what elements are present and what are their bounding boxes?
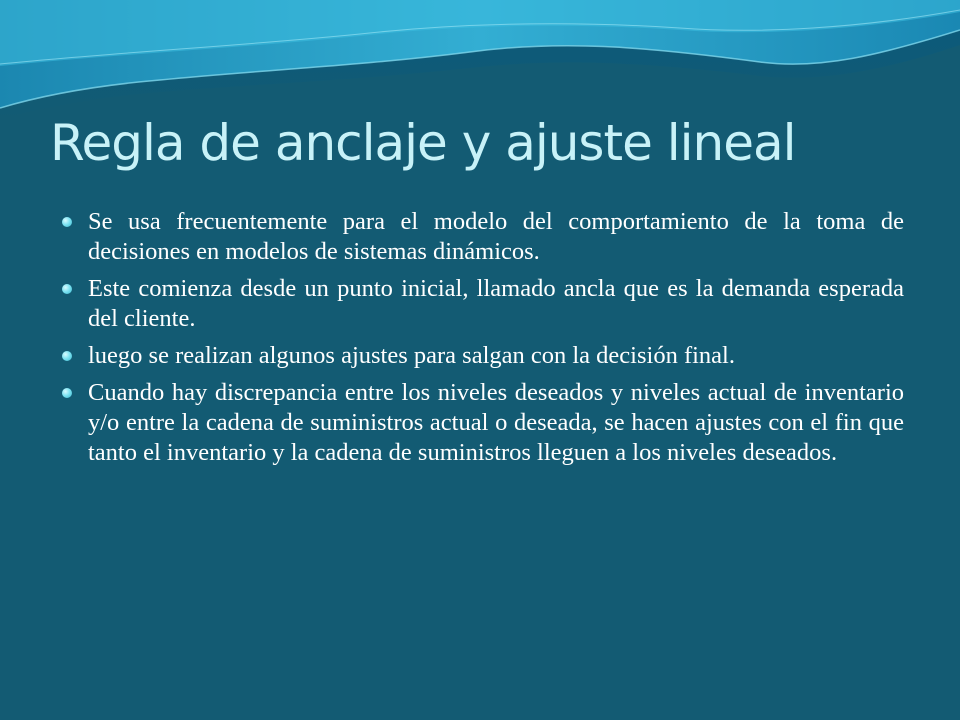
bullet-item — [62, 207, 904, 267]
bullet-dot-icon — [62, 284, 72, 294]
bullet-text: Cuando hay discrepancia entre los niveles deseados y niveles actual de inventario y/o entre la cadena de suministros actual o deseada, se hacen ajustes con el fin que tanto el inventario y la cadena de suministros lleguen a los niveles deseados. — [88, 379, 904, 466]
bullet-item — [62, 341, 904, 371]
wave-decoration — [0, 0, 960, 130]
bullet-dot-icon — [62, 217, 72, 227]
bullet-text: Se usa frecuentemente para el modelo del comportamiento de la toma de decisiones en modelos de sistemas dinámicos. — [88, 208, 904, 265]
slide-title: Regla de anclaje y ajuste lineal — [50, 114, 796, 172]
bullet-text: Este comienza desde un punto inicial, llamado ancla que es la demanda esperada del cliente. — [88, 275, 904, 332]
bullet-list — [62, 207, 904, 475]
bullet-dot-icon — [62, 388, 72, 398]
bullet-item — [62, 378, 904, 468]
bullet-item — [62, 274, 904, 334]
bullet-dot-icon — [62, 351, 72, 361]
bullet-text: luego se realizan algunos ajustes para salgan con la decisión final. — [88, 342, 735, 369]
